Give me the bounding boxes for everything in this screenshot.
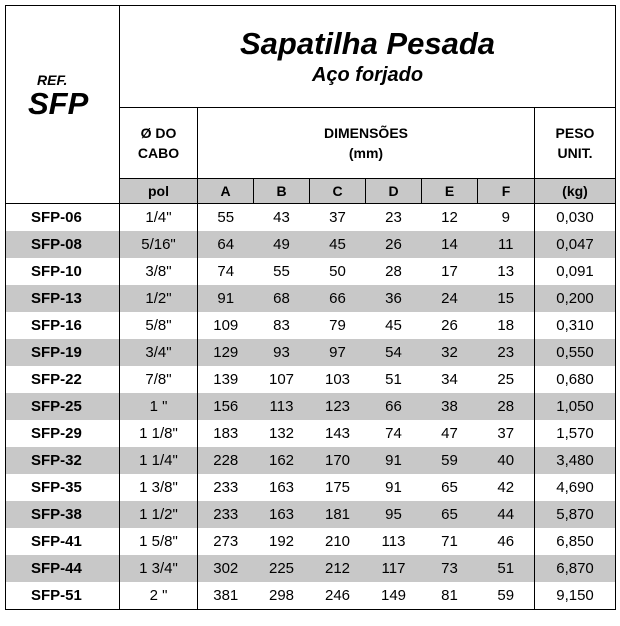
cell-d: 28 xyxy=(385,263,402,280)
cell-c: 50 xyxy=(329,263,346,280)
cell-a: 183 xyxy=(213,425,239,442)
cell-pol: 1/2" xyxy=(120,285,198,312)
cell-a: 139 xyxy=(213,371,239,388)
table-row xyxy=(6,474,616,501)
cell-f: 28 xyxy=(478,393,535,420)
cell-a: 233 xyxy=(213,479,239,496)
table-row xyxy=(6,420,616,447)
cell-ref: SFP-25 xyxy=(6,393,120,420)
cell-d: 26 xyxy=(366,231,422,258)
cell-ref: SFP-35 xyxy=(6,474,120,501)
dimensions-label-line1: DIMENSÕES xyxy=(323,125,408,141)
cell-b: 225 xyxy=(254,555,310,582)
cell-d: 45 xyxy=(385,317,402,334)
weight-header xyxy=(535,108,616,179)
cell-f: 11 xyxy=(478,231,535,258)
cell-e: 24 xyxy=(422,285,478,312)
cell-ref: SFP-29 xyxy=(6,420,120,447)
ref-code: SFP xyxy=(28,86,89,121)
cell-peso: 4,690 xyxy=(535,474,616,501)
cell-ref: SFP-44 xyxy=(6,555,120,582)
unit-header-pol: pol xyxy=(120,179,198,204)
cell-e: 17 xyxy=(441,263,458,280)
cell-f: 46 xyxy=(497,533,515,550)
title-cell xyxy=(120,6,616,108)
cell-c: 66 xyxy=(310,285,366,312)
weight-label-line2: UNIT. xyxy=(557,145,593,161)
cell-b: 298 xyxy=(254,582,310,610)
cell-e: 71 xyxy=(441,533,458,550)
cell-b: 93 xyxy=(254,339,310,366)
table-row xyxy=(6,339,616,366)
unit-header-b: B xyxy=(254,179,310,204)
cell-d: 91 xyxy=(385,479,402,496)
cell-f: 23 xyxy=(478,339,535,366)
cell-pol: 1 " xyxy=(120,393,198,420)
cell-b: 107 xyxy=(268,371,295,388)
cell-ref: SFP-08 xyxy=(6,231,120,258)
cell-peso: 3,480 xyxy=(535,447,616,474)
cell-b: 43 xyxy=(273,209,290,226)
cell-ref: SFP-13 xyxy=(6,285,120,312)
cell-b: 163 xyxy=(268,479,295,496)
cell-pol: 5/8" xyxy=(120,312,198,339)
cell-pol: 1 1/2" xyxy=(120,501,198,528)
table-row xyxy=(6,501,616,528)
cell-f: 18 xyxy=(497,317,515,334)
unit-header-d: D xyxy=(366,179,422,204)
cell-pol: 1 5/8" xyxy=(120,528,198,555)
table-row xyxy=(6,285,616,312)
cell-f: 42 xyxy=(497,479,515,496)
cell-a: 129 xyxy=(198,339,254,366)
cell-f: 51 xyxy=(478,555,535,582)
cell-peso: 0,550 xyxy=(535,339,616,366)
cell-e: 47 xyxy=(441,425,458,442)
cell-e: 73 xyxy=(422,555,478,582)
spec-table xyxy=(5,5,616,610)
cell-b: 132 xyxy=(268,425,295,442)
diameter-label-line1: Ø DO xyxy=(140,125,177,141)
page-subtitle: Aço forjado xyxy=(311,63,424,86)
cell-e: 34 xyxy=(441,371,458,388)
cell-peso: 0,091 xyxy=(535,258,616,285)
cell-a: 381 xyxy=(198,582,254,610)
cell-ref: SFP-22 xyxy=(6,366,120,393)
cell-ref: SFP-19 xyxy=(6,339,120,366)
cell-e: 38 xyxy=(422,393,478,420)
cell-f: 9 xyxy=(501,209,510,226)
ref-label: REF. xyxy=(37,72,68,88)
cell-f: 15 xyxy=(478,285,535,312)
cell-peso: 6,850 xyxy=(535,528,616,555)
cell-d: 149 xyxy=(366,582,422,610)
cell-b: 49 xyxy=(254,231,310,258)
cell-peso: 0,200 xyxy=(535,285,616,312)
cell-peso: 5,870 xyxy=(535,501,616,528)
cell-f: 37 xyxy=(497,425,515,442)
cell-a: 74 xyxy=(217,263,235,280)
cell-pol: 5/16" xyxy=(120,231,198,258)
cell-e: 12 xyxy=(441,209,458,226)
cell-pol: 1 3/4" xyxy=(120,555,198,582)
unit-header-f: F xyxy=(478,179,535,204)
diameter-label-line2: CABO xyxy=(137,145,180,161)
cell-a: 228 xyxy=(198,447,254,474)
cell-a: 55 xyxy=(217,209,235,226)
cell-a: 233 xyxy=(198,501,254,528)
cell-peso: 1,050 xyxy=(535,393,616,420)
cell-peso: 0,680 xyxy=(535,366,616,393)
table-row xyxy=(6,393,616,420)
page-title: Sapatilha Pesada xyxy=(240,25,496,61)
cell-a: 156 xyxy=(198,393,254,420)
cell-c: 123 xyxy=(310,393,366,420)
cell-c: 143 xyxy=(324,425,351,442)
cell-a: 302 xyxy=(198,555,254,582)
cell-f: 25 xyxy=(497,371,515,388)
cell-d: 54 xyxy=(366,339,422,366)
cell-peso: 1,570 xyxy=(535,420,616,447)
cell-c: 103 xyxy=(324,371,351,388)
cell-pol: 1 1/4" xyxy=(120,447,198,474)
cell-ref: SFP-41 xyxy=(6,528,120,555)
table-row xyxy=(6,582,616,610)
cell-c: 212 xyxy=(310,555,366,582)
weight-label-line1: PESO xyxy=(555,125,595,141)
cell-f: 59 xyxy=(478,582,535,610)
cell-f: 44 xyxy=(478,501,535,528)
table-row xyxy=(6,555,616,582)
table-row xyxy=(6,231,616,258)
cell-c: 181 xyxy=(310,501,366,528)
cell-b: 55 xyxy=(273,263,290,280)
cell-d: 23 xyxy=(385,209,402,226)
cell-e: 59 xyxy=(422,447,478,474)
cell-ref: SFP-38 xyxy=(6,501,120,528)
cell-e: 65 xyxy=(441,479,458,496)
table-row xyxy=(6,366,616,393)
cell-a: 109 xyxy=(213,317,239,334)
cell-a: 91 xyxy=(198,285,254,312)
cell-pol: 1 3/8" xyxy=(120,474,198,501)
cell-b: 83 xyxy=(273,317,290,334)
cell-d: 36 xyxy=(366,285,422,312)
cell-d: 117 xyxy=(366,555,422,582)
cell-d: 113 xyxy=(381,533,406,550)
unit-header-kg: (kg) xyxy=(535,179,616,204)
cell-peso: 0,310 xyxy=(535,312,616,339)
cell-b: 163 xyxy=(254,501,310,528)
cell-pol: 7/8" xyxy=(120,366,198,393)
diameter-header xyxy=(120,108,198,179)
cell-c: 97 xyxy=(310,339,366,366)
cell-ref: SFP-16 xyxy=(6,312,120,339)
cell-peso: 0,030 xyxy=(535,204,616,232)
cell-c: 79 xyxy=(329,317,346,334)
cell-b: 192 xyxy=(268,533,295,550)
cell-peso: 0,047 xyxy=(535,231,616,258)
table-row xyxy=(6,447,616,474)
unit-header-a: A xyxy=(198,179,254,204)
unit-header-c: C xyxy=(310,179,366,204)
cell-c: 37 xyxy=(329,209,346,226)
cell-pol: 2 " xyxy=(120,582,198,610)
cell-c: 210 xyxy=(324,533,351,550)
cell-a: 273 xyxy=(213,533,239,550)
cell-d: 74 xyxy=(385,425,402,442)
cell-d: 51 xyxy=(385,371,402,388)
cell-e: 65 xyxy=(422,501,478,528)
dimensions-header xyxy=(198,108,535,179)
cell-pol: 3/8" xyxy=(120,258,198,285)
cell-a: 64 xyxy=(198,231,254,258)
table-row xyxy=(6,528,616,555)
cell-ref: SFP-10 xyxy=(6,258,120,285)
cell-b: 113 xyxy=(254,393,310,420)
cell-e: 32 xyxy=(422,339,478,366)
ref-header-cell xyxy=(6,6,120,204)
cell-c: 45 xyxy=(310,231,366,258)
cell-c: 170 xyxy=(310,447,366,474)
cell-d: 66 xyxy=(366,393,422,420)
table-row xyxy=(6,204,616,232)
cell-b: 162 xyxy=(254,447,310,474)
cell-peso: 9,150 xyxy=(535,582,616,610)
cell-pol: 3/4" xyxy=(120,339,198,366)
dimensions-label-line2: (mm) xyxy=(348,145,384,161)
cell-d: 91 xyxy=(366,447,422,474)
cell-ref: SFP-51 xyxy=(6,582,120,610)
table-row xyxy=(6,312,616,339)
cell-ref: SFP-06 xyxy=(6,204,120,232)
cell-b: 68 xyxy=(254,285,310,312)
cell-c: 246 xyxy=(310,582,366,610)
cell-e: 81 xyxy=(422,582,478,610)
table-row xyxy=(6,258,616,285)
cell-e: 14 xyxy=(422,231,478,258)
cell-ref: SFP-32 xyxy=(6,447,120,474)
cell-d: 95 xyxy=(366,501,422,528)
cell-f: 13 xyxy=(497,263,515,280)
cell-pol: 1/4" xyxy=(120,204,198,232)
cell-peso: 6,870 xyxy=(535,555,616,582)
cell-e: 26 xyxy=(441,317,458,334)
cell-pol: 1 1/8" xyxy=(120,420,198,447)
cell-f: 40 xyxy=(478,447,535,474)
cell-c: 175 xyxy=(324,479,351,496)
unit-header-e: E xyxy=(422,179,478,204)
